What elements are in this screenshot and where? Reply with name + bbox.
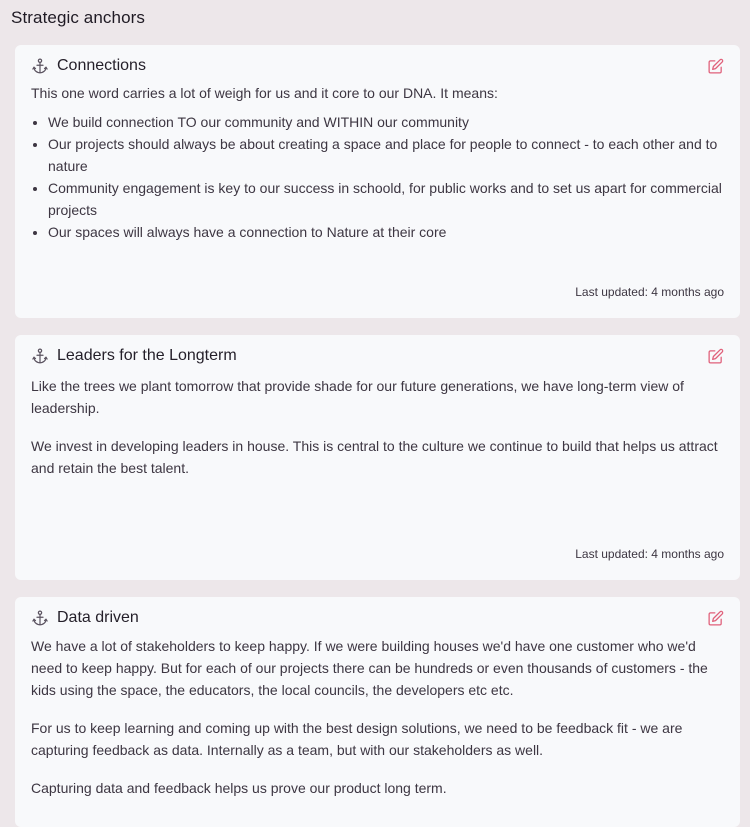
card-paragraph: We have a lot of stakeholders to keep happy. If we were building houses we'd have one customer who we'd need to keep happy. But for each of our projects there can be hundreds or even thousands of customers - the kids using the space, the educators, the local councils, the developers etc etc. (31, 638, 708, 698)
card-body (31, 635, 724, 799)
list-item: • Our spaces will always have a connection to Nature at their core (48, 221, 724, 243)
list-item: • Community engagement is key to our success in schoold, for public works and to set us apart for commercial projects (48, 177, 724, 221)
card-header (31, 607, 724, 629)
card-intro: This one word carries a lot of weigh for us and it core to our DNA. It means: (31, 85, 498, 101)
card-header (31, 345, 724, 367)
last-updated: Last updated: 4 months ago (575, 285, 724, 299)
edit-icon[interactable] (707, 348, 724, 365)
card-paragraph: We invest in developing leaders in house. This is central to the culture we continue to build that helps us attract and retain the best talent. (31, 438, 718, 476)
edit-icon[interactable] (707, 610, 724, 627)
anchor-icon (31, 609, 49, 627)
last-updated: Last updated: 4 months ago (575, 547, 724, 561)
card-title: Data driven (57, 609, 139, 626)
section-title: Strategic anchors (11, 8, 145, 27)
card-paragraph: For us to keep learning and coming up with the best design solutions, we need to be feedback fit - we are capturing feedback as data. Internally as a team, but with our stakeholders as well. (31, 720, 683, 758)
anchor-icon (31, 57, 49, 75)
card-paragraph: Capturing data and feedback helps us prove our product long term. (31, 780, 447, 796)
anchor-icon (31, 347, 49, 365)
bullet-list (31, 111, 724, 243)
list-item: • We build connection TO our community and WITHIN our community (48, 111, 724, 133)
card-paragraph: Like the trees we plant tomorrow that provide shade for our future generations, we have long-term view of leadership. (31, 378, 684, 416)
card-header (31, 55, 724, 77)
card-body (31, 82, 724, 243)
card-title: Leaders for the Longterm (57, 347, 237, 364)
card-title: Connections (57, 57, 146, 74)
anchor-card-data-driven (15, 597, 740, 827)
anchor-card-connections (15, 45, 740, 318)
edit-icon[interactable] (707, 58, 724, 75)
anchor-card-leaders (15, 335, 740, 580)
card-body (31, 375, 724, 479)
list-item: • Our projects should always be about creating a space and place for people to connect - to each other and to nature (48, 133, 724, 177)
